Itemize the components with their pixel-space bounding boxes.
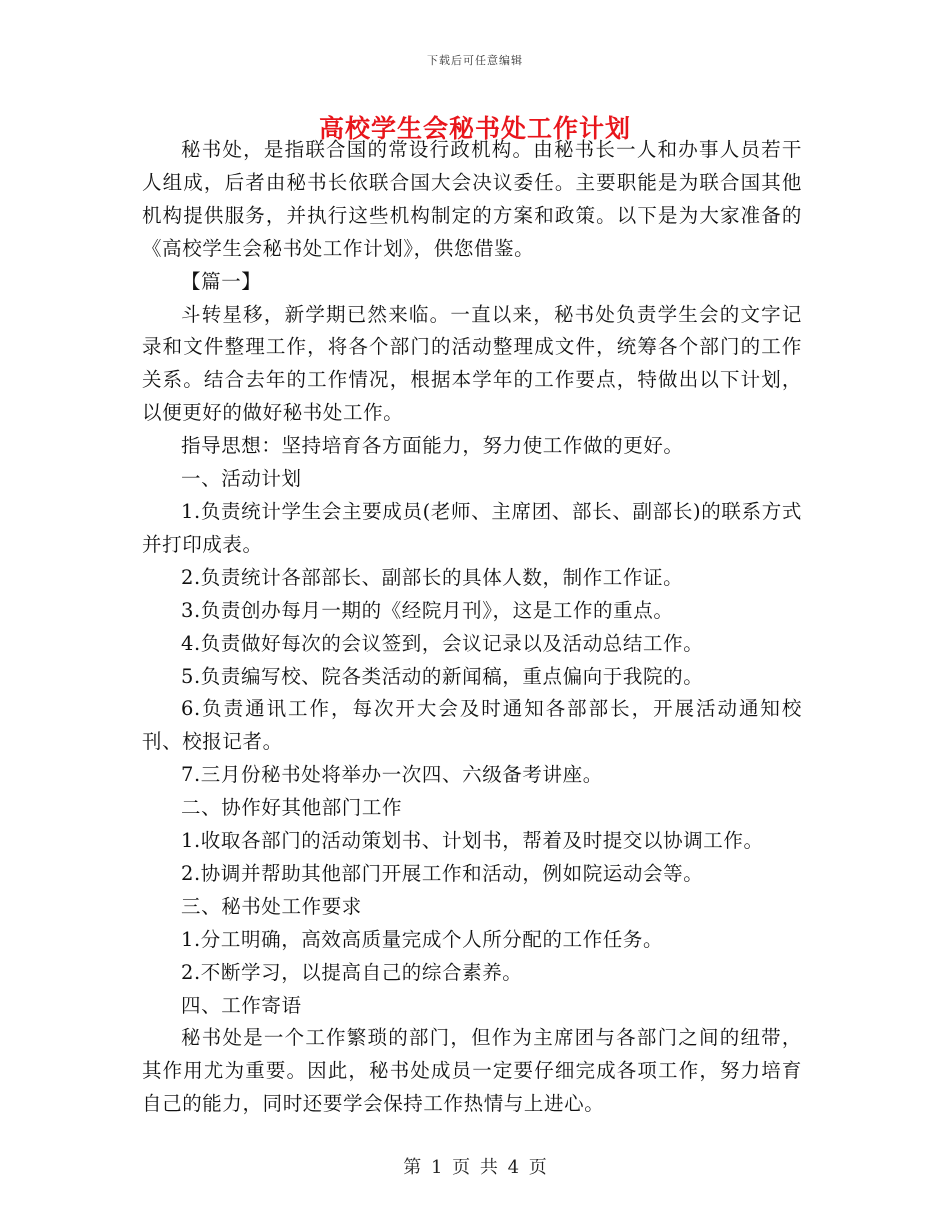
activity-item-5: 5.负责编写校、院各类活动的新闻稿，重点偏向于我院的。 [181, 664, 704, 688]
cooperation-item-1: 1.收取各部门的活动策划书、计划书，帮着及时提交以协调工作。 [181, 829, 764, 853]
paragraph-opening: 斗转星移，新学期已然来临。一直以来，秘书处负责学生会的文字记录和文件整理工作，将各个部门的活动整理成文件，统筹各个部门的工作关系。结合去年的工作情况，根据本学年的工作要点，特做出以下计划，以便更好的做好秘书处工作。 [142, 302, 802, 425]
requirement-item-2: 2.不断学习，以提高自己的综合素养。 [181, 960, 523, 984]
intro-paragraph: 秘书处，是指联合国的常设行政机构。由秘书长一人和办事人员若干人组成，后者由秘书长依联合国大会决议委任。主要职能是为联合国其他机构提供服务，并执行这些机构制定的方案和政策。以下是为大家准备的《高校学生会秘书处工作计划》，供您借鉴。 [142, 138, 802, 260]
closing-paragraph: 秘书处是一个工作繁琐的部门，但作为主席团与各部门之间的纽带，其作用尤为重要。因此，秘书处成员一定要仔细完成各项工作，努力培育自己的能力，同时还要学会保持工作热情与上进心。 [142, 1026, 802, 1116]
activity-item-1: 1.负责统计学生会主要成员(老师、主席团、部长、副部长)的联系方式并打印成表。 [142, 499, 802, 556]
section-label: 【篇一】 [181, 269, 262, 293]
heading-cooperation: 二、协作好其他部门工作 [181, 796, 403, 820]
requirement-item-1: 1.分工明确，高效高质量完成个人所分配的工作任务。 [181, 927, 664, 951]
activity-item-2: 2.负责统计各部部长、副部长的具体人数，制作工作证。 [181, 565, 684, 589]
document-title: 高校学生会秘书处工作计划 [318, 114, 631, 143]
activity-item-3: 3.负责创办每月一期的《经院月刊》，这是工作的重点。 [181, 598, 674, 622]
heading-requirements: 三、秘书处工作要求 [181, 894, 362, 918]
activity-item-6: 6.负责通讯工作，每次开大会及时通知各部部长，开展活动通知校刊、校报记者。 [142, 697, 802, 754]
activity-item-7: 7.三月份秘书处将举办一次四、六级备考讲座。 [181, 763, 603, 787]
document-body [142, 134, 802, 1121]
page-footer-number: 第 1 页 共 4 页 [403, 1157, 547, 1178]
guiding-thought: 指导思想：坚持培育各方面能力，努力使工作做的更好。 [181, 434, 684, 458]
page-header-note: 下载后可任意编辑 [427, 54, 523, 67]
activity-item-4: 4.负责做好每次的会议签到，会议记录以及活动总结工作。 [181, 631, 704, 655]
heading-message: 四、工作寄语 [181, 993, 302, 1017]
cooperation-item-2: 2.协调并帮助其他部门开展工作和活动，例如院运动会等。 [181, 861, 704, 885]
heading-activity-plan: 一、活动计划 [181, 467, 302, 491]
